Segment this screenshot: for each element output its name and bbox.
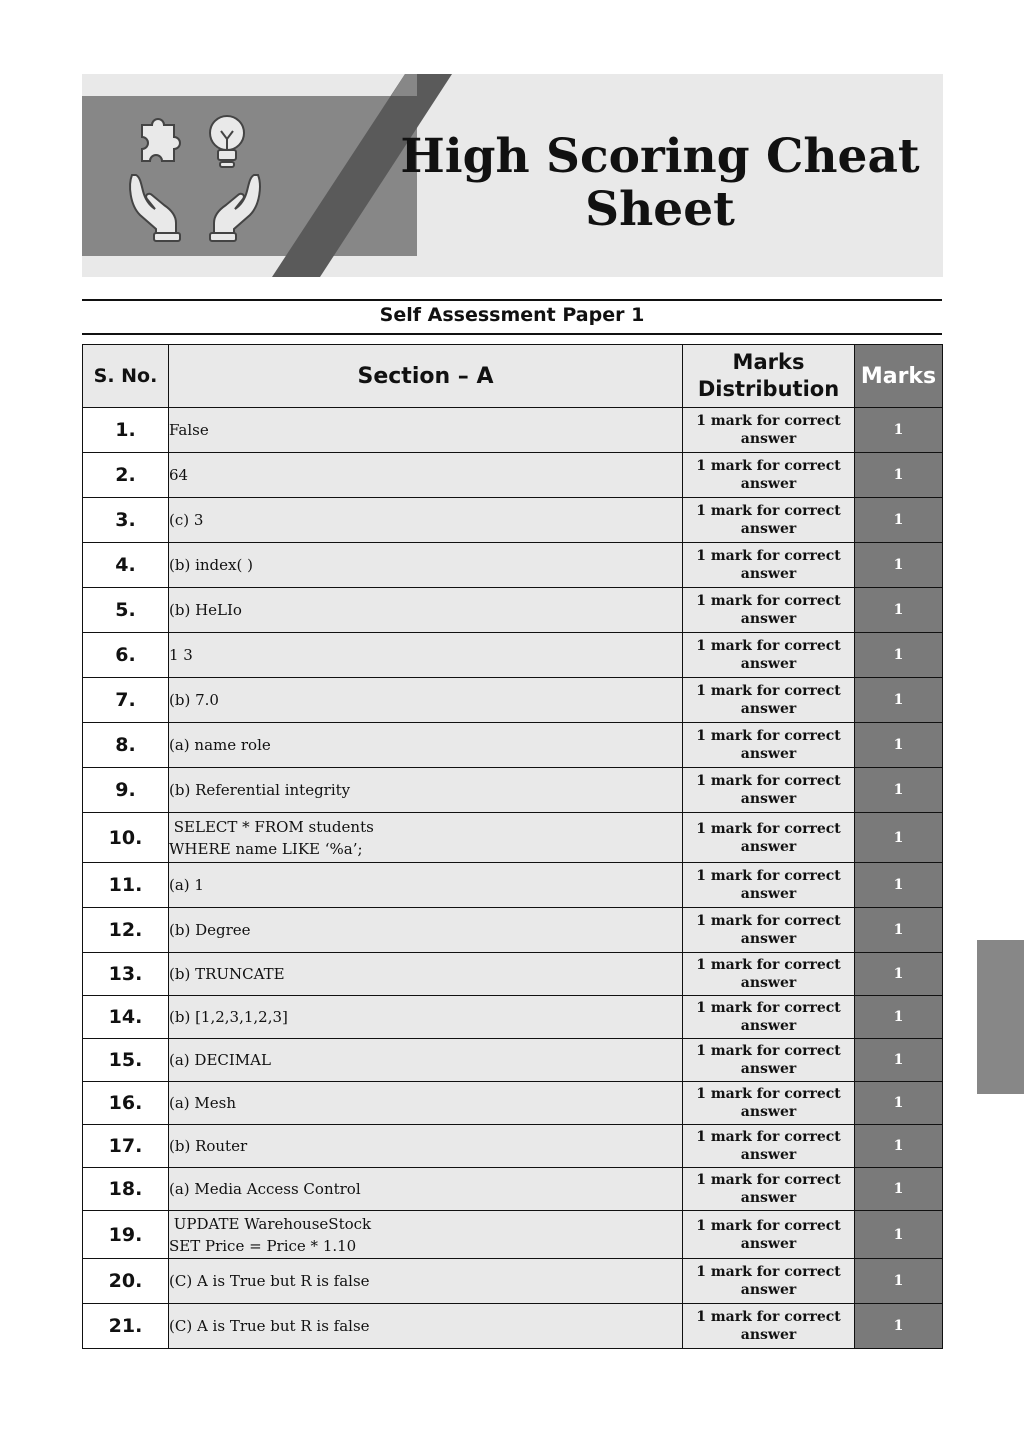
answer-line: SET Price = Price * 1.10 (169, 1236, 357, 1255)
row-answer (169, 953, 683, 996)
row-marks: 1 (855, 768, 943, 813)
row-marks: 1 (855, 953, 943, 996)
row-serial-number: 15. (83, 1039, 169, 1082)
distribution-line: 1 mark for correct (696, 1172, 841, 1188)
row-serial-number: 17. (83, 1125, 169, 1168)
row-marks-distribution (683, 453, 855, 498)
row-marks-distribution (683, 1168, 855, 1211)
bottom-rule (82, 333, 942, 335)
table-row (83, 1082, 943, 1125)
answer-line: False (169, 421, 209, 439)
answer-line: (b) Router (169, 1137, 248, 1155)
row-marks: 1 (855, 996, 943, 1039)
answer-line: (C) A is True but R is false (169, 1317, 370, 1335)
top-rule (82, 299, 942, 301)
row-marks-distribution (683, 678, 855, 723)
row-serial-number: 12. (83, 908, 169, 953)
distribution-line: answer (740, 1018, 797, 1034)
row-serial-number: 16. (83, 1082, 169, 1125)
row-serial-number: 7. (83, 678, 169, 723)
row-marks: 1 (855, 1304, 943, 1349)
distribution-line: 1 mark for correct (696, 820, 841, 837)
row-serial-number: 18. (83, 1168, 169, 1211)
row-marks: 1 (855, 908, 943, 953)
row-marks-distribution (683, 908, 855, 953)
row-serial-number: 8. (83, 723, 169, 768)
distribution-line: 1 mark for correct (696, 413, 841, 429)
row-marks: 1 (855, 588, 943, 633)
distribution-line: 1 mark for correct (696, 913, 841, 929)
distribution-line: 1 mark for correct (696, 868, 841, 884)
answer-line: (a) Media Access Control (169, 1180, 361, 1198)
row-marks: 1 (855, 1211, 943, 1259)
row-marks: 1 (855, 1125, 943, 1168)
distribution-line: answer (740, 566, 797, 582)
distribution-line: 1 mark for correct (696, 1000, 841, 1016)
row-answer (169, 453, 683, 498)
row-marks-distribution (683, 723, 855, 768)
hands-icon (130, 175, 260, 241)
row-marks: 1 (855, 498, 943, 543)
distribution-line: 1 mark for correct (696, 773, 841, 789)
row-marks-distribution (683, 588, 855, 633)
row-answer (169, 1259, 683, 1304)
distribution-line: 1 mark for correct (696, 593, 841, 609)
puzzle-icon (142, 119, 180, 161)
row-marks-distribution (683, 543, 855, 588)
row-answer (169, 813, 683, 863)
page-title (380, 130, 940, 236)
row-answer (169, 543, 683, 588)
table-row (83, 453, 943, 498)
distribution-line: 1 mark for correct (696, 1043, 841, 1059)
distribution-line: 1 mark for correct (696, 1217, 841, 1234)
row-serial-number: 14. (83, 996, 169, 1039)
answer-line: (b) TRUNCATE (169, 965, 285, 983)
table-row (83, 723, 943, 768)
row-answer (169, 1211, 683, 1259)
row-answer (169, 723, 683, 768)
distribution-line: 1 mark for correct (696, 458, 841, 474)
puzzle-lightbulb-hands-icon (120, 105, 270, 245)
distribution-line: answer (740, 746, 797, 762)
header-dist-line-2: Distribution (697, 377, 840, 401)
row-answer (169, 678, 683, 723)
row-marks-distribution (683, 1125, 855, 1168)
row-serial-number: 10. (83, 813, 169, 863)
table-row (83, 1304, 943, 1349)
distribution-line: answer (740, 1190, 797, 1206)
answer-line: WHERE name LIKE ‘%a’; (169, 839, 363, 858)
distribution-line: answer (740, 1061, 797, 1077)
table-row (83, 678, 943, 723)
row-marks-distribution (683, 1259, 855, 1304)
row-marks-distribution (683, 768, 855, 813)
row-serial-number: 4. (83, 543, 169, 588)
row-marks: 1 (855, 543, 943, 588)
distribution-line: answer (740, 1104, 797, 1120)
table-row (83, 1039, 943, 1082)
row-marks-distribution (683, 1039, 855, 1082)
answer-line: (b) index( ) (169, 556, 253, 574)
title-line-2: Sheet (585, 182, 735, 237)
row-serial-number: 1. (83, 408, 169, 453)
distribution-line: answer (740, 791, 797, 807)
answer-line: (c) 3 (169, 511, 204, 529)
answer-line: (a) Mesh (169, 1094, 237, 1112)
table-row (83, 813, 943, 863)
distribution-line: 1 mark for correct (696, 1309, 841, 1325)
table-row (83, 953, 943, 996)
row-marks: 1 (855, 813, 943, 863)
row-answer (169, 996, 683, 1039)
distribution-line: answer (740, 1235, 797, 1252)
row-marks-distribution (683, 953, 855, 996)
table-row (83, 768, 943, 813)
table-row (83, 908, 943, 953)
row-marks-distribution (683, 813, 855, 863)
row-marks: 1 (855, 678, 943, 723)
answer-line: (b) Degree (169, 921, 251, 939)
row-marks-distribution (683, 1082, 855, 1125)
table-row (83, 1125, 943, 1168)
distribution-line: 1 mark for correct (696, 503, 841, 519)
distribution-line: answer (740, 838, 797, 855)
distribution-line: 1 mark for correct (696, 1129, 841, 1145)
row-answer (169, 1168, 683, 1211)
distribution-line: answer (740, 476, 797, 492)
header-section: Section – A (169, 345, 683, 408)
row-answer (169, 908, 683, 953)
distribution-line: 1 mark for correct (696, 638, 841, 654)
row-marks: 1 (855, 1168, 943, 1211)
row-marks-distribution (683, 863, 855, 908)
table-row (83, 588, 943, 633)
row-answer (169, 633, 683, 678)
distribution-line: answer (740, 886, 797, 902)
row-serial-number: 11. (83, 863, 169, 908)
title-line-1: High Scoring Cheat (400, 129, 920, 184)
table-row (83, 1168, 943, 1211)
row-marks-distribution (683, 1304, 855, 1349)
lightbulb-icon (210, 116, 244, 167)
distribution-line: answer (740, 656, 797, 672)
distribution-line: answer (740, 521, 797, 537)
row-answer (169, 1125, 683, 1168)
row-answer (169, 498, 683, 543)
answer-line: UPDATE WarehouseStock (169, 1214, 372, 1233)
answer-line: (b) HeLIo (169, 601, 242, 619)
distribution-line: answer (740, 431, 797, 447)
paper-subtitle: Self Assessment Paper 1 (379, 304, 645, 326)
answer-line: (b) 7.0 (169, 691, 219, 709)
row-marks: 1 (855, 408, 943, 453)
row-serial-number: 2. (83, 453, 169, 498)
row-answer (169, 768, 683, 813)
table-row (83, 996, 943, 1039)
header-serial-number: S. No. (83, 345, 169, 408)
row-marks-distribution (683, 996, 855, 1039)
distribution-line: 1 mark for correct (696, 1264, 841, 1280)
answer-line: (a) 1 (169, 876, 204, 894)
table-row (83, 1259, 943, 1304)
distribution-line: answer (740, 1147, 797, 1163)
header-dist-line-1: Marks (732, 350, 805, 374)
row-marks: 1 (855, 1082, 943, 1125)
table-row (83, 1211, 943, 1259)
row-serial-number: 20. (83, 1259, 169, 1304)
distribution-line: answer (740, 701, 797, 717)
answer-line: (b) [1,2,3,1,2,3] (169, 1008, 288, 1026)
answer-line: 1 3 (169, 646, 193, 664)
distribution-line: 1 mark for correct (696, 957, 841, 973)
answer-line: (a) DECIMAL (169, 1051, 271, 1069)
distribution-line: answer (740, 1282, 797, 1298)
row-marks-distribution (683, 1211, 855, 1259)
distribution-line: 1 mark for correct (696, 728, 841, 744)
answer-line: SELECT * FROM students (169, 817, 374, 836)
distribution-line: 1 mark for correct (696, 548, 841, 564)
table-row (83, 633, 943, 678)
row-answer (169, 408, 683, 453)
table-row (83, 863, 943, 908)
row-answer (169, 1039, 683, 1082)
row-marks: 1 (855, 633, 943, 678)
answer-line: (a) name role (169, 736, 271, 754)
table-header-row (83, 345, 943, 408)
distribution-line: answer (740, 975, 797, 991)
answer-line: 64 (169, 466, 189, 484)
row-marks-distribution (683, 498, 855, 543)
header-marks: Marks (855, 345, 943, 408)
row-serial-number: 3. (83, 498, 169, 543)
row-serial-number: 6. (83, 633, 169, 678)
distribution-line: 1 mark for correct (696, 683, 841, 699)
side-tab (977, 940, 1024, 1094)
row-answer (169, 588, 683, 633)
distribution-line: answer (740, 611, 797, 627)
row-marks: 1 (855, 1039, 943, 1082)
distribution-line: answer (740, 1327, 797, 1343)
row-marks: 1 (855, 453, 943, 498)
distribution-line: 1 mark for correct (696, 1086, 841, 1102)
row-marks: 1 (855, 723, 943, 768)
row-marks-distribution (683, 633, 855, 678)
answer-line: (b) Referential integrity (169, 781, 351, 799)
header-marks-distribution (683, 345, 855, 408)
table-row (83, 498, 943, 543)
row-serial-number: 19. (83, 1211, 169, 1259)
row-serial-number: 5. (83, 588, 169, 633)
answer-line: (C) A is True but R is false (169, 1272, 370, 1290)
row-marks-distribution (683, 408, 855, 453)
row-serial-number: 9. (83, 768, 169, 813)
row-serial-number: 21. (83, 1304, 169, 1349)
row-serial-number: 13. (83, 953, 169, 996)
distribution-line: answer (740, 931, 797, 947)
table-row (83, 543, 943, 588)
row-marks: 1 (855, 1259, 943, 1304)
row-answer (169, 1082, 683, 1125)
table-row (83, 408, 943, 453)
row-answer (169, 1304, 683, 1349)
row-marks: 1 (855, 863, 943, 908)
row-answer (169, 863, 683, 908)
answer-table (82, 344, 943, 1349)
